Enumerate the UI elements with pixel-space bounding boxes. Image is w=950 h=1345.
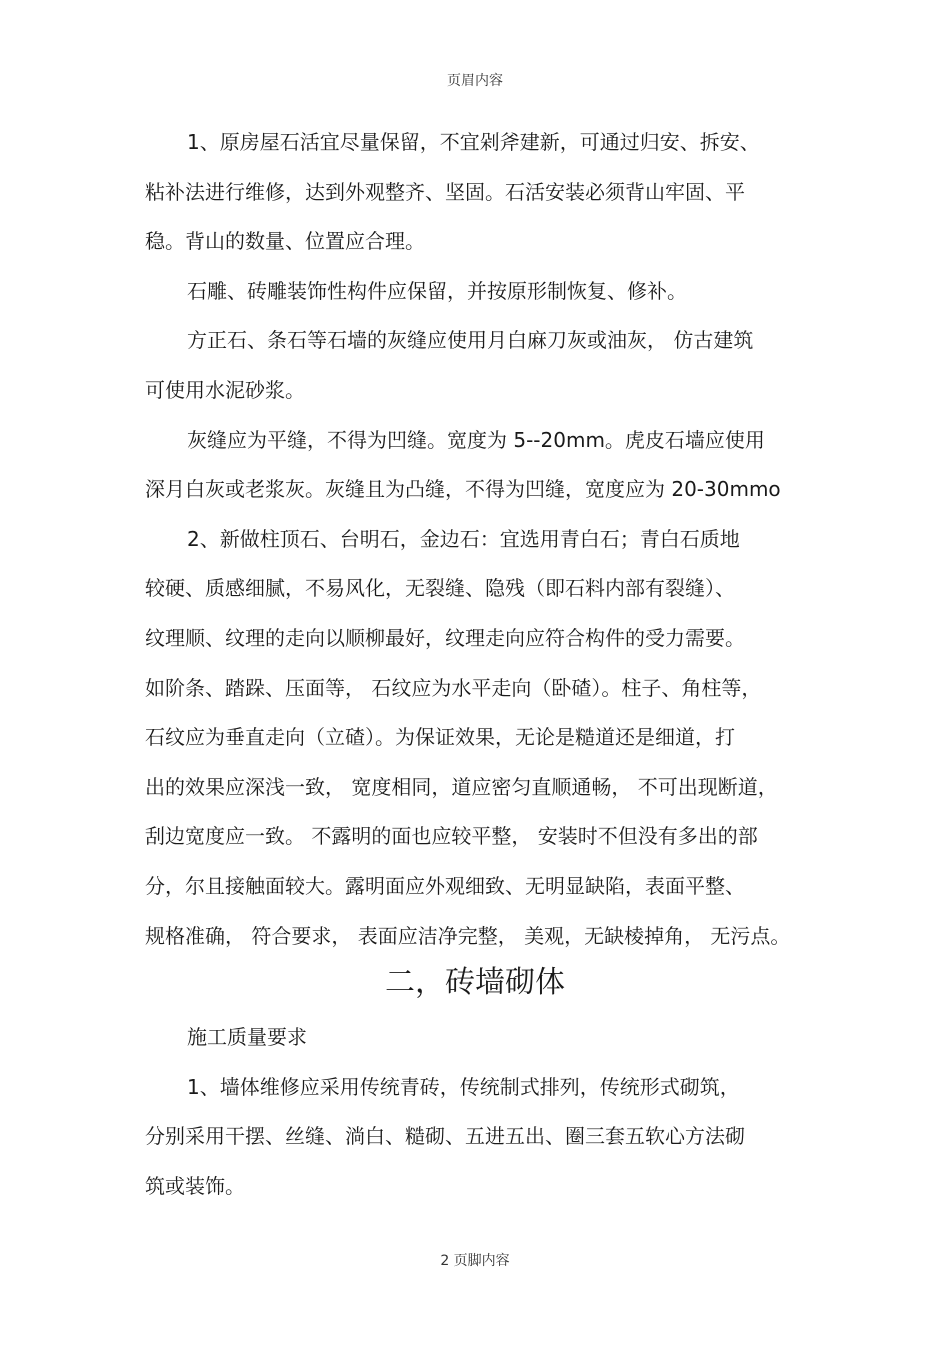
document-body xyxy=(145,124,845,1217)
text-line: 筑或装饰。 xyxy=(145,1173,245,1198)
text-line: 纹理顺、纹理的走向以顺柳最好，纹理走向应符合构件的受力需要。 xyxy=(145,625,745,650)
section-title: 二，砖墙砌体 xyxy=(385,965,565,1001)
text-line: 分，尔且接触面较大。露明面应外观细致、无明显缺陷，表面平整、 xyxy=(145,873,745,898)
text-line: 稳。背山的数量、位置应合理。 xyxy=(145,229,425,254)
text-line: 分别采用干摆、丝缝、淌白、糙砌、五进五出、圈三套五软心方法砌 xyxy=(145,1124,745,1149)
text-line: 石雕、砖雕装饰性构件应保留，并按原形制恢复、修补。 xyxy=(187,278,687,303)
text-line: 深月白灰或老浆灰。灰缝且为凸缝，不得为凹缝，宽度应为 20-30mmo xyxy=(145,477,781,502)
text-line: 石纹应为垂直走向（立碴）。为保证效果，无论是糙道还是细道，打 xyxy=(145,725,735,750)
text-line: 出的效果应深浅一致， 宽度相同，道应密匀直顺通畅， 不可出现断道， xyxy=(145,774,778,799)
text-line: 粘补法进行维修，达到外观整齐、坚固。石活安装必须背山牢固、平 xyxy=(145,179,745,204)
text-line: 如阶条、踏跺、压面等， 石纹应为水平走向（卧碴）。柱子、角柱等， xyxy=(145,675,762,700)
text-line: 方正石、条石等石墙的灰缝应使用月白麻刀灰或油灰， 仿古建筑 xyxy=(187,328,754,353)
text-line: 1、墙体维修应采用传统青砖，传统制式排列，传统形式砌筑， xyxy=(187,1074,740,1099)
page-header: 页眉内容 xyxy=(447,73,503,89)
text-line: 规格准确， 符合要求， 表面应洁净完整， 美观，无缺棱掉角， 无污点。 xyxy=(145,923,791,948)
text-line: 刮边宽度应一致。 不露明的面也应较平整， 安装时不但没有多出的部 xyxy=(145,824,758,849)
text-line: 1、原房屋石活宜尽量保留，不宜剁斧建新，可通过归安、拆安、 xyxy=(187,130,760,154)
text-line: 施工质量要求 xyxy=(187,1025,307,1050)
text-line: 可使用水泥砂浆。 xyxy=(145,377,305,402)
text-line: 2、新做柱顶石、台明石，金边石：宜选用青白石；青白石质地 xyxy=(187,526,740,551)
text-line: 较硬、质感细腻，不易风化，无裂缝、隐残（即石料内部有裂缝）、 xyxy=(145,576,735,601)
text-line: 灰缝应为平缝，不得为凹缝。宽度为 5--20mm。虎皮石墙应使用 xyxy=(187,427,765,452)
page-footer: 2 页脚内容 xyxy=(440,1253,510,1269)
